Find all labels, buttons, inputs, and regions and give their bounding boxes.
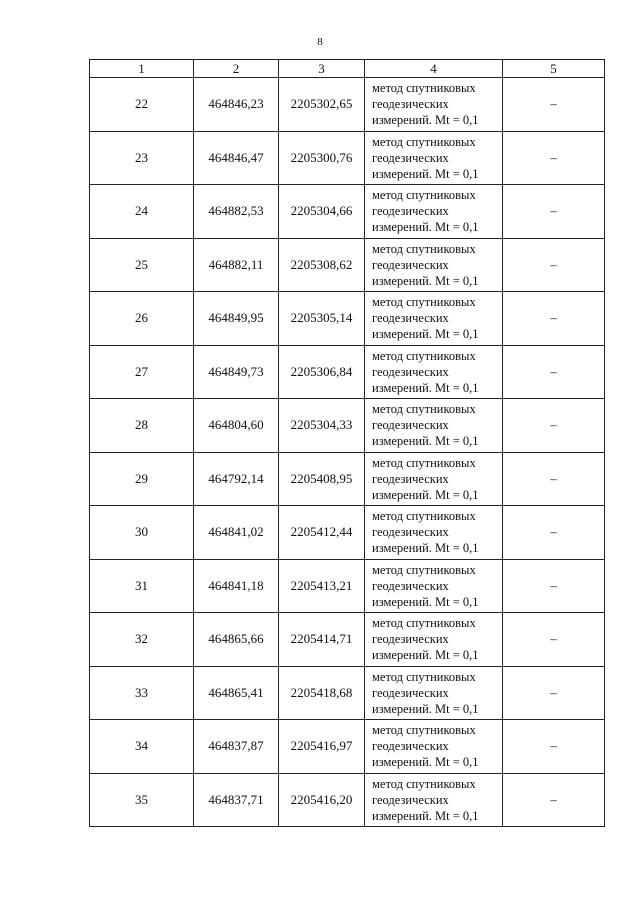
point-number-cell: 28 xyxy=(90,399,194,453)
method-line: измерений. Mt = 0,1 xyxy=(372,166,479,181)
note-cell: – xyxy=(503,292,605,346)
point-number-cell: 29 xyxy=(90,452,194,506)
method-line: метод спутниковых xyxy=(372,723,476,738)
table-row xyxy=(90,345,605,399)
method-cell xyxy=(365,345,503,399)
method-line: геодезических xyxy=(372,739,449,754)
method-cell xyxy=(365,773,503,827)
x-coordinate-cell: 464849,95 xyxy=(194,292,279,346)
note-cell: – xyxy=(503,131,605,185)
y-coordinate-cell: 2205302,65 xyxy=(279,78,365,132)
point-number-cell: 31 xyxy=(90,559,194,613)
point-number-cell: 24 xyxy=(90,185,194,239)
method-line: метод спутниковых xyxy=(372,776,476,791)
x-coordinate-cell: 464849,73 xyxy=(194,345,279,399)
table-row xyxy=(90,238,605,292)
point-number-cell: 30 xyxy=(90,506,194,560)
method-line: измерений. Mt = 0,1 xyxy=(372,327,479,342)
method-line: метод спутниковых xyxy=(372,348,476,363)
x-coordinate-cell: 464837,71 xyxy=(194,773,279,827)
method-line: измерений. Mt = 0,1 xyxy=(372,701,479,716)
y-coordinate-cell: 2205416,20 xyxy=(279,773,365,827)
method-line: метод спутниковых xyxy=(372,616,476,631)
method-line: метод спутниковых xyxy=(372,134,476,149)
x-coordinate-cell: 464804,60 xyxy=(194,399,279,453)
method-line: метод спутниковых xyxy=(372,188,476,203)
x-coordinate-cell: 464865,66 xyxy=(194,613,279,667)
y-coordinate-cell: 2205304,66 xyxy=(279,185,365,239)
method-line: геодезических xyxy=(372,97,449,112)
note-cell: – xyxy=(503,399,605,453)
method-cell xyxy=(365,452,503,506)
method-line: измерений. Mt = 0,1 xyxy=(372,273,479,288)
y-coordinate-cell: 2205300,76 xyxy=(279,131,365,185)
y-coordinate-cell: 2205308,62 xyxy=(279,238,365,292)
note-cell: – xyxy=(503,185,605,239)
y-coordinate-cell: 2205418,68 xyxy=(279,666,365,720)
note-cell: – xyxy=(503,773,605,827)
method-cell xyxy=(365,131,503,185)
method-cell xyxy=(365,185,503,239)
point-number-cell: 25 xyxy=(90,238,194,292)
table-row xyxy=(90,559,605,613)
y-coordinate-cell: 2205306,84 xyxy=(279,345,365,399)
point-number-cell: 27 xyxy=(90,345,194,399)
point-number-cell: 35 xyxy=(90,773,194,827)
method-line: метод спутниковых xyxy=(372,295,476,310)
method-line: измерений. Mt = 0,1 xyxy=(372,755,479,770)
table-row xyxy=(90,773,605,827)
x-coordinate-cell: 464882,11 xyxy=(194,238,279,292)
column-header: 4 xyxy=(365,60,503,78)
x-coordinate-cell: 464792,14 xyxy=(194,452,279,506)
method-line: геодезических xyxy=(372,792,449,807)
method-line: метод спутниковых xyxy=(372,455,476,470)
point-number-cell: 32 xyxy=(90,613,194,667)
method-cell xyxy=(365,238,503,292)
method-line: метод спутниковых xyxy=(372,562,476,577)
method-line: метод спутниковых xyxy=(372,509,476,524)
method-cell xyxy=(365,78,503,132)
method-line: метод спутниковых xyxy=(372,669,476,684)
method-cell xyxy=(365,559,503,613)
method-line: геодезических xyxy=(372,471,449,486)
table-row xyxy=(90,399,605,453)
method-cell xyxy=(365,613,503,667)
method-line: измерений. Mt = 0,1 xyxy=(372,434,479,449)
y-coordinate-cell: 2205408,95 xyxy=(279,452,365,506)
y-coordinate-cell: 2205304,33 xyxy=(279,399,365,453)
y-coordinate-cell: 2205416,97 xyxy=(279,720,365,774)
method-line: измерений. Mt = 0,1 xyxy=(372,487,479,502)
method-line: измерений. Mt = 0,1 xyxy=(372,648,479,663)
method-cell xyxy=(365,292,503,346)
point-number-cell: 33 xyxy=(90,666,194,720)
method-line: геодезических xyxy=(372,632,449,647)
x-coordinate-cell: 464882,53 xyxy=(194,185,279,239)
y-coordinate-cell: 2205413,21 xyxy=(279,559,365,613)
table-row xyxy=(90,613,605,667)
point-number-cell: 22 xyxy=(90,78,194,132)
method-line: измерений. Mt = 0,1 xyxy=(372,808,479,823)
method-line: геодезических xyxy=(372,204,449,219)
x-coordinate-cell: 464841,18 xyxy=(194,559,279,613)
method-line: геодезических xyxy=(372,311,449,326)
note-cell: – xyxy=(503,559,605,613)
method-line: геодезических xyxy=(372,150,449,165)
note-cell: – xyxy=(503,506,605,560)
note-cell: – xyxy=(503,345,605,399)
note-cell: – xyxy=(503,452,605,506)
method-line: измерений. Mt = 0,1 xyxy=(372,380,479,395)
method-line: измерений. Mt = 0,1 xyxy=(372,113,479,128)
method-line: измерений. Mt = 0,1 xyxy=(372,220,479,235)
method-cell xyxy=(365,399,503,453)
method-line: геодезических xyxy=(372,685,449,700)
y-coordinate-cell: 2205412,44 xyxy=(279,506,365,560)
x-coordinate-cell: 464837,87 xyxy=(194,720,279,774)
note-cell: – xyxy=(503,666,605,720)
table-header-row xyxy=(90,60,605,78)
y-coordinate-cell: 2205305,14 xyxy=(279,292,365,346)
page-number: 8 xyxy=(317,36,323,48)
method-line: измерений. Mt = 0,1 xyxy=(372,594,479,609)
table-row xyxy=(90,720,605,774)
column-header: 2 xyxy=(194,60,279,78)
point-number-cell: 23 xyxy=(90,131,194,185)
table-row xyxy=(90,185,605,239)
table-row xyxy=(90,131,605,185)
x-coordinate-cell: 464846,23 xyxy=(194,78,279,132)
note-cell: – xyxy=(503,78,605,132)
method-cell xyxy=(365,720,503,774)
table-row xyxy=(90,506,605,560)
point-number-cell: 26 xyxy=(90,292,194,346)
method-line: геодезических xyxy=(372,257,449,272)
point-number-cell: 34 xyxy=(90,720,194,774)
x-coordinate-cell: 464841,02 xyxy=(194,506,279,560)
note-cell: – xyxy=(503,238,605,292)
column-header: 5 xyxy=(503,60,605,78)
column-header: 1 xyxy=(90,60,194,78)
table-row xyxy=(90,292,605,346)
method-line: метод спутниковых xyxy=(372,402,476,417)
method-cell xyxy=(365,666,503,720)
column-header: 3 xyxy=(279,60,365,78)
y-coordinate-cell: 2205414,71 xyxy=(279,613,365,667)
method-cell xyxy=(365,506,503,560)
method-line: геодезических xyxy=(372,525,449,540)
method-line: геодезических xyxy=(372,418,449,433)
table-row xyxy=(90,452,605,506)
note-cell: – xyxy=(503,613,605,667)
method-line: измерений. Mt = 0,1 xyxy=(372,541,479,556)
table-row xyxy=(90,78,605,132)
method-line: геодезических xyxy=(372,364,449,379)
method-line: метод спутниковых xyxy=(372,241,476,256)
coordinates-table xyxy=(89,59,605,827)
x-coordinate-cell: 464846,47 xyxy=(194,131,279,185)
method-line: метод спутниковых xyxy=(372,81,476,96)
table-row xyxy=(90,666,605,720)
x-coordinate-cell: 464865,41 xyxy=(194,666,279,720)
table-body xyxy=(90,78,605,827)
method-line: геодезических xyxy=(372,578,449,593)
note-cell: – xyxy=(503,720,605,774)
